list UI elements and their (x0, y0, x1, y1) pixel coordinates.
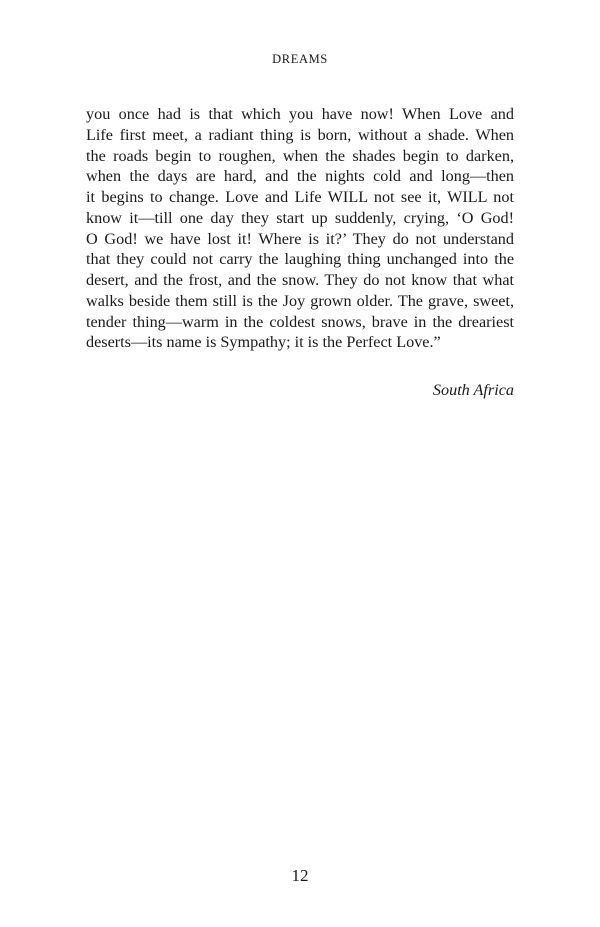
running-head: DREAMS (272, 52, 328, 66)
signoff-place: South Africa (432, 381, 514, 399)
text-line: when the days are hard, and the nights cold and long—then (86, 167, 514, 186)
text-line: it begins to change. Love and Life WILL not see it, WILL not (86, 188, 514, 206)
text-line: the roads begin to roughen, when the shades begin to darken, (86, 146, 514, 165)
text-line: know it—till one day they start up suddenly, crying, ‘O God! (86, 208, 514, 227)
page-number: 12 (291, 866, 309, 885)
body-text (86, 104, 514, 353)
text-line: you once had is that which you have now! When Love and (86, 105, 514, 123)
text-line: desert, and the frost, and the snow. They do not know that what (86, 271, 514, 289)
text-line: Life first meet, a radiant thing is born, without a shade. When (86, 125, 514, 144)
text-line: that they could not carry the laughing thing unchanged into the (86, 250, 514, 269)
text-line: walks beside them still is the Joy grown older. The grave, sweet, (86, 291, 514, 310)
text-line: deserts—its name is Sympathy; it is the Perfect Love.” (86, 333, 441, 352)
text-line: tender thing—warm in the coldest snows, brave in the dreariest (86, 312, 514, 331)
text-line: O God! we have lost it! Where is it?’ They do not understand (86, 229, 514, 248)
